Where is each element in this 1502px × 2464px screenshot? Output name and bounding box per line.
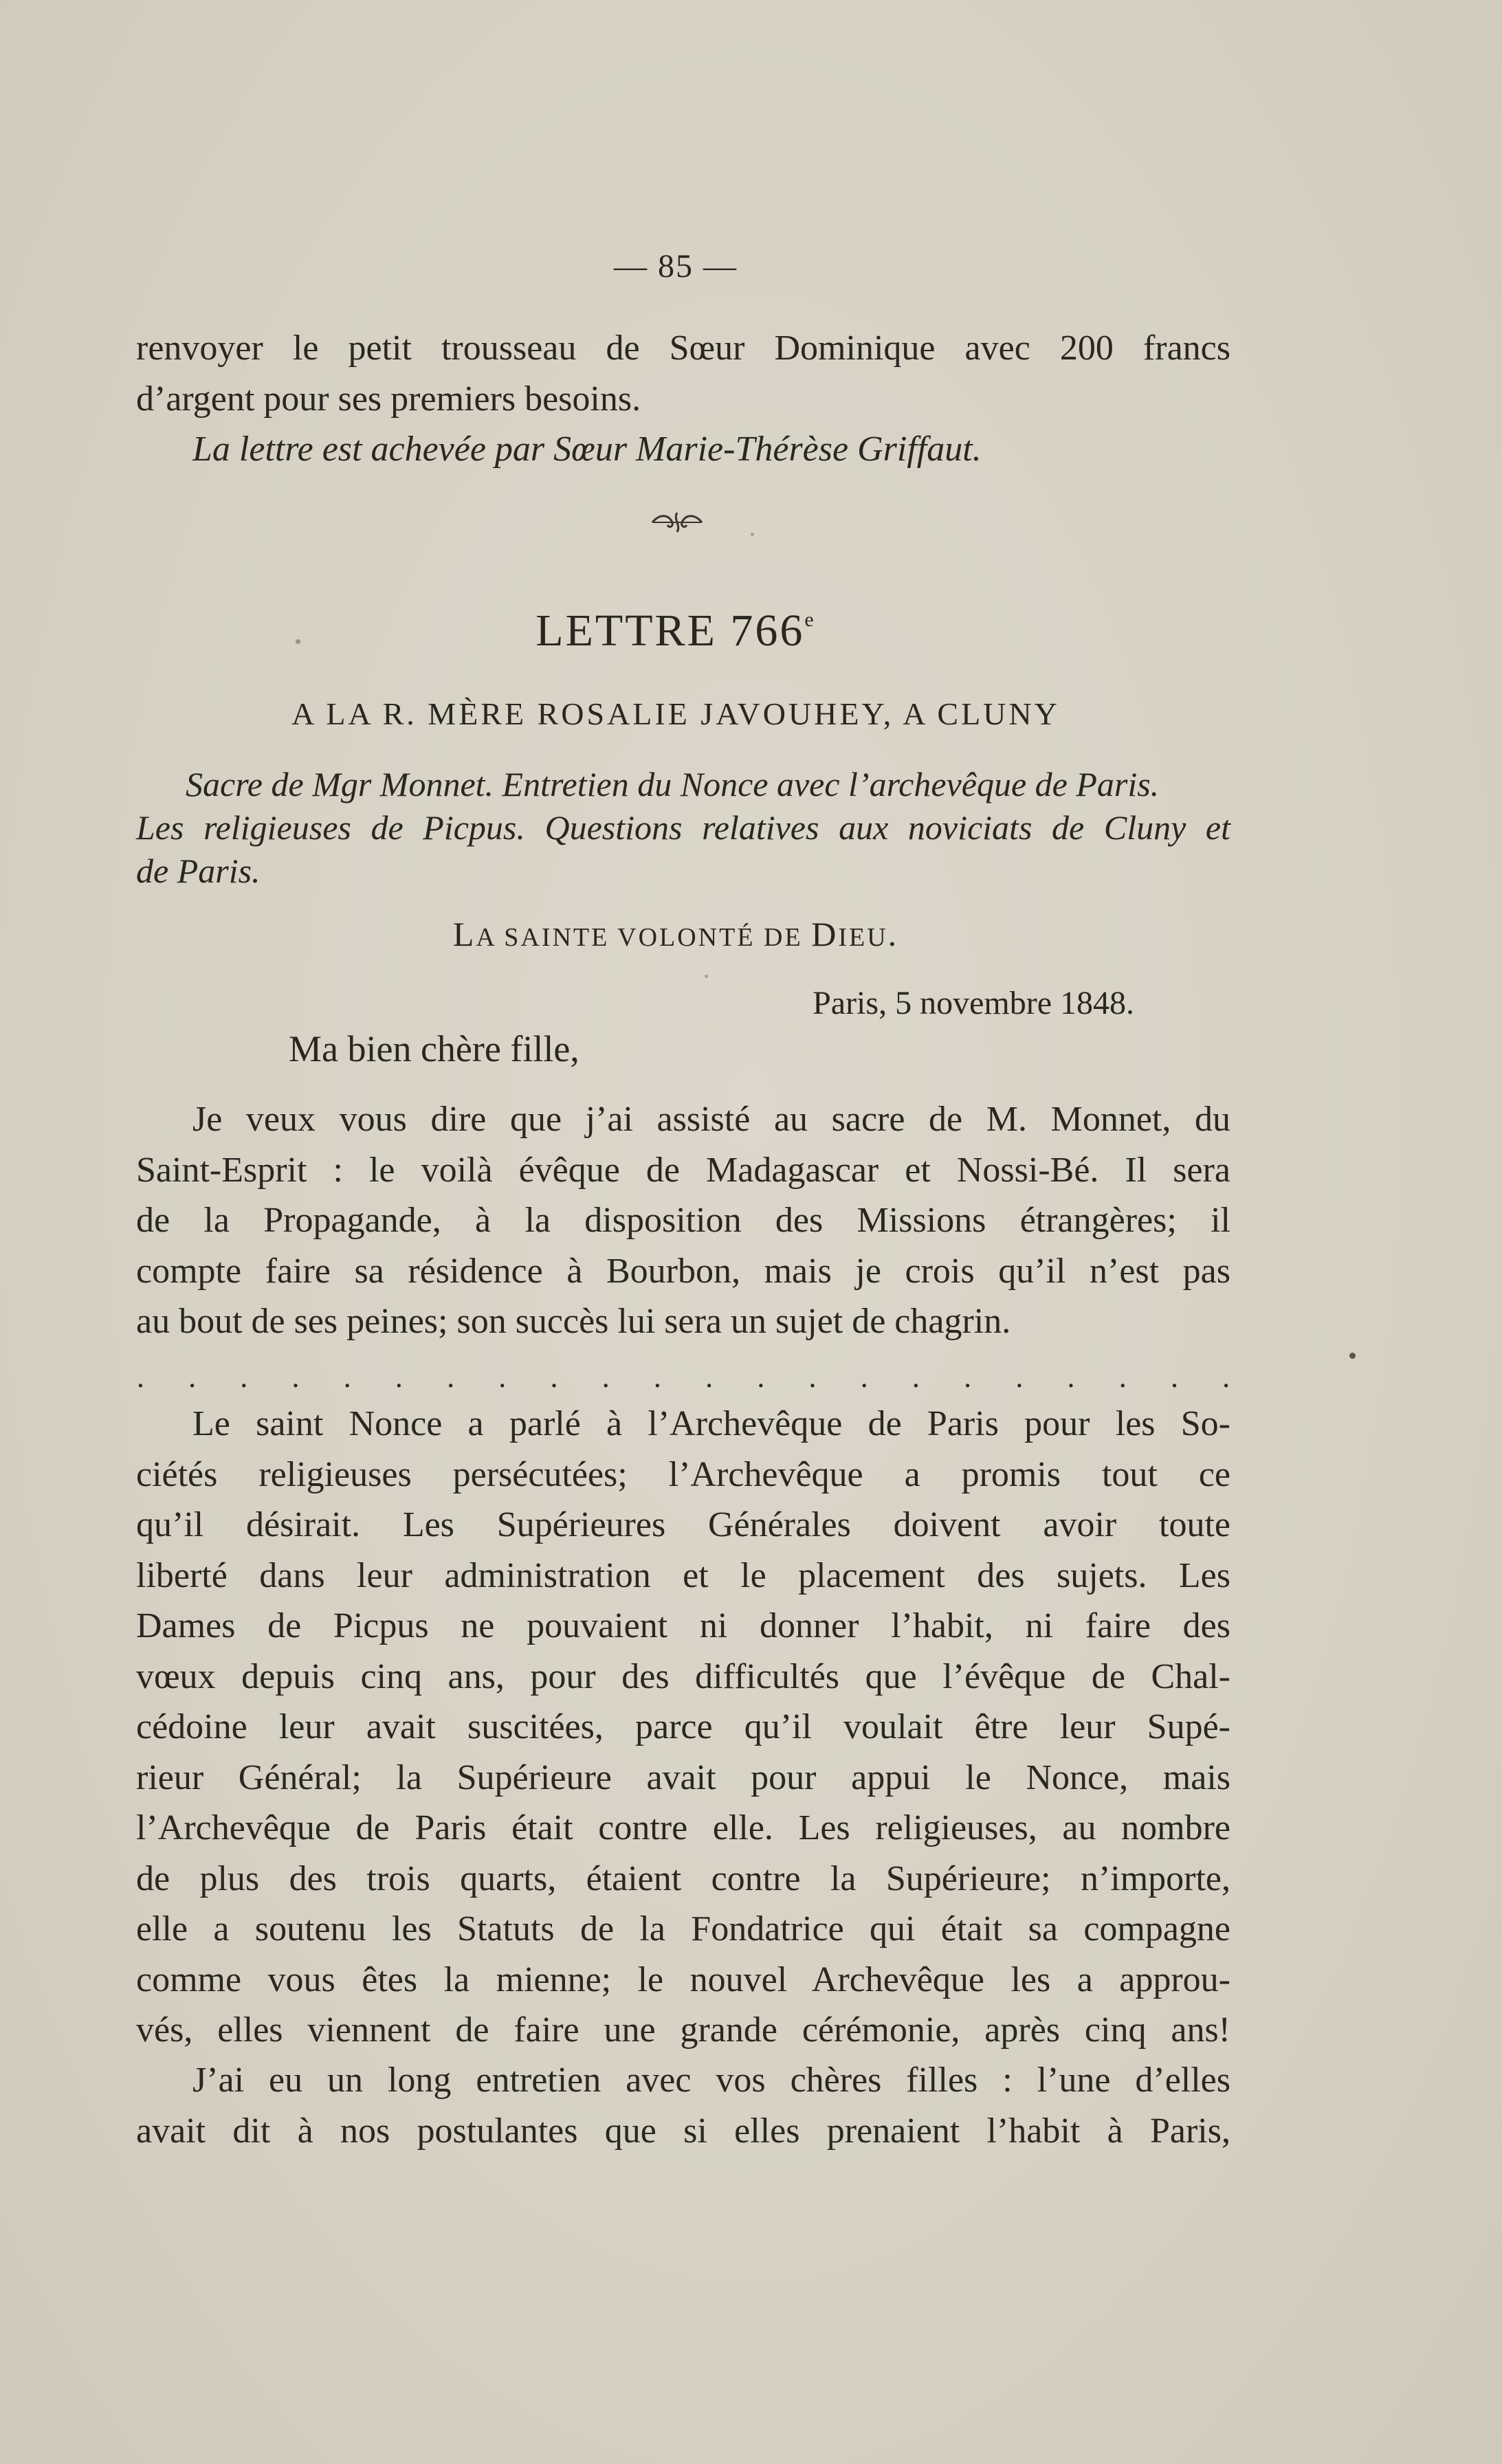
paragraph-line: vés, elles viennent de faire une grande cérémonie, après cinq ans!: [136, 2010, 1230, 2050]
ellipsis-dot: .: [136, 1362, 145, 1394]
paragraph-line: avait dit à nos postulantes que si elles prenaient l’habit à Paris,: [136, 2111, 1230, 2151]
paragraph-line: liberté dans leur administration et le placement des sujets. Les: [136, 1555, 1230, 1595]
letter-title-suffix: e: [804, 608, 816, 631]
motto-part: .: [887, 915, 899, 953]
summary-line: Sacre de Mgr Monnet. Entretien du Nonce avec l’archevêque de Paris.: [186, 765, 1160, 803]
motto-part: IEU: [838, 923, 888, 952]
ellipsis-dot: .: [601, 1362, 610, 1394]
ellipsis-dot: .: [395, 1362, 404, 1394]
ellipsis-dot: .: [291, 1362, 300, 1394]
italic-note: La lettre est achevée par Sœur Marie-Thérèse Griffaut.: [192, 430, 982, 469]
ellipsis-dot: .: [859, 1362, 869, 1394]
summary-line: de Paris.: [136, 852, 261, 890]
letter-motto: [0, 914, 1351, 954]
ellipsis-dot: .: [498, 1362, 507, 1394]
letter-recipient: A LA R. MÈRE ROSALIE JAVOUHEY, A CLUNY: [291, 696, 1060, 731]
paper-speck: [705, 975, 708, 978]
ellipsis-dot: .: [446, 1362, 455, 1394]
ellipsis-dot: .: [1118, 1362, 1127, 1394]
summary-line: Les religieuses de Picpus. Questions relatives aux noviciats de Cluny et: [136, 808, 1230, 847]
ellipsis-dot: .: [1066, 1362, 1076, 1394]
paragraph-3: [136, 2055, 1230, 2156]
paragraph-line: Dames de Picpus ne pouvaient ni donner l’habit, ni faire des: [136, 1606, 1230, 1645]
intro-line: d’argent pour ses premiers besoins.: [136, 379, 641, 419]
paragraph-line: Saint-Esprit : le voilà évêque de Madagascar et Nossi-Bé. Il sera: [136, 1150, 1230, 1190]
ellipsis-dot: .: [549, 1362, 559, 1394]
letter-date: Paris, 5 novembre 1848.: [813, 985, 1134, 1021]
paragraph-line: comme vous êtes la mienne; le nouvel Archevêque les a approu-: [136, 1960, 1230, 1999]
paragraph-1: [136, 1094, 1230, 1347]
paragraph-line: J’ai eu un long entretien avec vos chères filles : l’une d’elles: [192, 2061, 1230, 2100]
paragraph-line: ciétés religieuses persécutées; l’Archevêque a promis tout ce: [136, 1454, 1230, 1494]
letter-salutation: Ma bien chère fille,: [289, 1028, 579, 1069]
motto-part: A SAINTE VOLONTÉ DE: [476, 923, 812, 952]
ellipsis-dot: .: [756, 1362, 766, 1394]
paragraph-line: Je veux vous dire que j’ai assisté au sacre de M. Monnet, du: [192, 1100, 1230, 1139]
intro-line: renvoyer le petit trousseau de Sœur Dominique avec 200 francs: [136, 329, 1230, 368]
paragraph-line: rieur Général; la Supérieure avait pour appui le Nonce, mais: [136, 1757, 1230, 1797]
ellipsis-dot: .: [188, 1362, 197, 1394]
paragraph-line: de la Propagande, à la disposition des Missions étrangères; il: [136, 1201, 1230, 1240]
ellipsis-dot: .: [239, 1362, 249, 1394]
motto-part: D: [811, 915, 839, 953]
paper-speck: [751, 533, 754, 536]
intro-text: [136, 323, 1230, 475]
paragraph-line: elle a soutenu les Statuts de la Fondatrice qui était sa compagne: [136, 1909, 1230, 1949]
paper-speck: [296, 639, 300, 644]
paragraph-line: de plus des trois quarts, étaient contre la Supérieure; n’importe,: [136, 1858, 1230, 1898]
ellipsis-dot: .: [342, 1362, 352, 1394]
paragraph-line: qu’il désirait. Les Supérieures Générales doivent avoir toute: [136, 1505, 1230, 1544]
page-number: — 85 —: [614, 248, 738, 285]
letter-title-text: LETTRE 766: [535, 606, 805, 656]
motto-part: L: [452, 915, 476, 953]
ellipsis-dot: .: [653, 1362, 662, 1394]
ellipsis-dot: .: [963, 1362, 972, 1394]
paper-speck: [1349, 1353, 1356, 1359]
letter-summary: [136, 763, 1230, 893]
ellipsis-dot: .: [1015, 1362, 1024, 1394]
ellipsis-dot: .: [1170, 1362, 1179, 1394]
letter-title: [0, 605, 1351, 657]
paragraph-line: compte faire sa résidence à Bourbon, mais je crois qu’il n’est pas: [136, 1251, 1230, 1291]
paragraph-2: [136, 1399, 1230, 2056]
ellipsis-dot: .: [1222, 1362, 1230, 1394]
paragraph-line: vœux depuis cinq ans, pour des difficultés que l’évêque de Chal-: [136, 1656, 1230, 1696]
fleuron-ornament-icon: [650, 510, 705, 535]
paragraph-line: l’Archevêque de Paris était contre elle. Les religieuses, au nombre: [136, 1808, 1230, 1847]
ellipsis-dot: .: [808, 1362, 817, 1394]
paragraph-line: Le saint Nonce a parlé à l’Archevêque de Paris pour les So-: [192, 1404, 1230, 1443]
paragraph-line: au bout de ses peines; son succès lui sera un sujet de chagrin.: [136, 1302, 1011, 1341]
ellipsis-dot: .: [912, 1362, 920, 1394]
ellipsis-row: [136, 1362, 1230, 1394]
ellipsis-dot: .: [705, 1362, 714, 1394]
paragraph-line: cédoine leur avait suscitées, parce qu’il voulait être leur Supé-: [136, 1707, 1230, 1746]
